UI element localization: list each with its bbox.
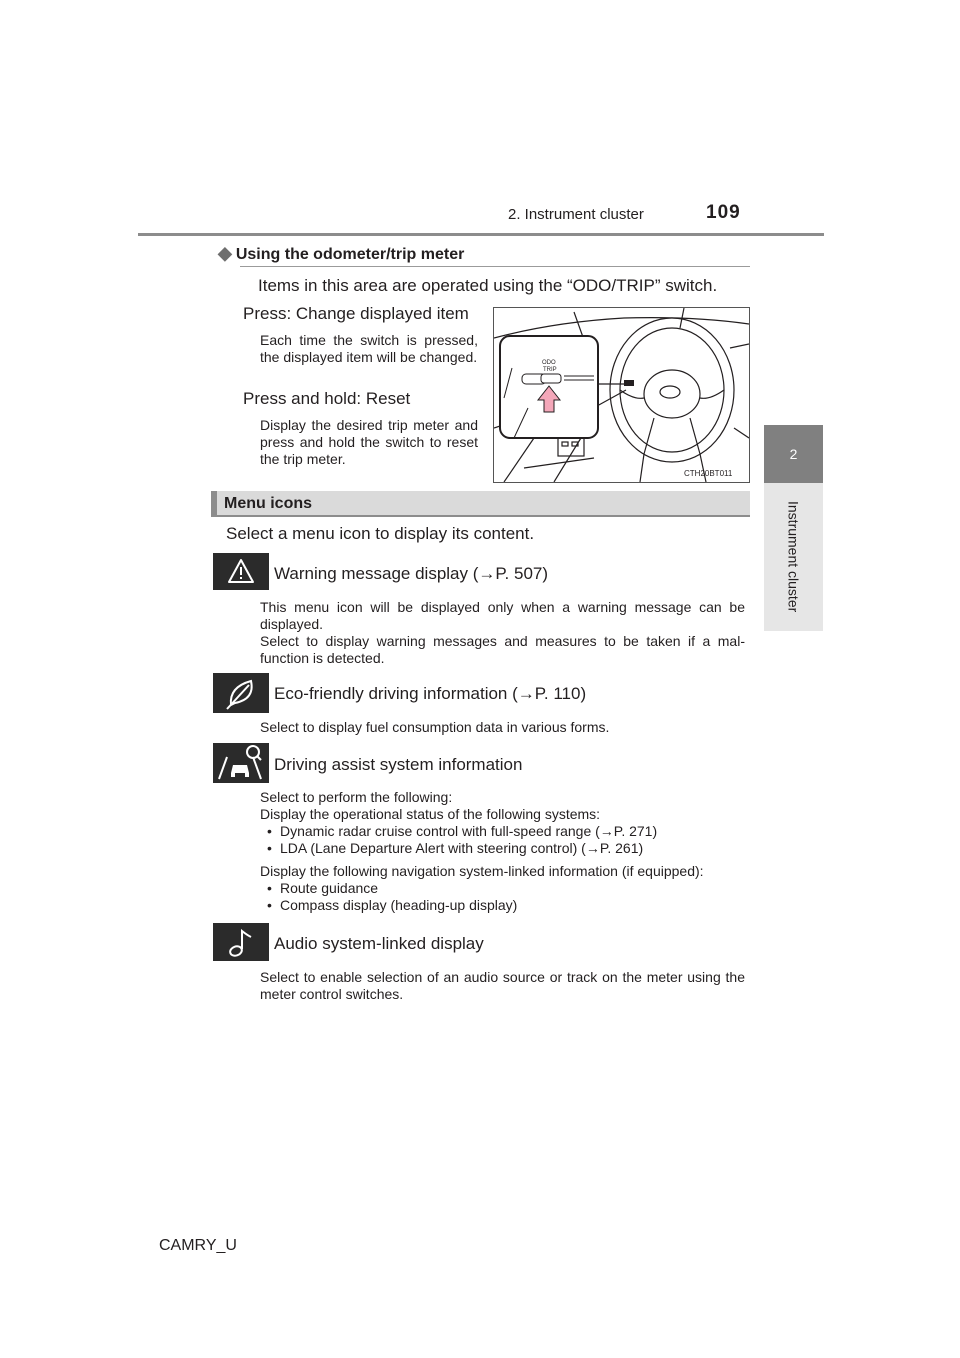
audio-item-title: Audio system-linked display [274, 934, 484, 953]
assist-item-desc-1: Select to perform the following: [260, 789, 453, 805]
press-heading: Press: Change displayed item [243, 304, 469, 323]
chapter-tab-number: 2 [789, 446, 798, 462]
press-text: Each time the switch is pressed, the displayed item will be changed. [260, 332, 478, 365]
hold-text: Display the desired trip meter and press and hold the switch to reset the trip meter. [260, 417, 478, 467]
hold-heading: Press and hold: Reset [243, 389, 411, 408]
eco-item-title: Eco-friendly driving information (→P. 110) [274, 684, 587, 703]
header-divider [138, 233, 824, 236]
music-note-icon [213, 923, 269, 961]
chapter-tab-label-wrap [764, 483, 823, 631]
header-section-title: 2. Instrument cluster [508, 206, 644, 223]
switch-label-trip: TRIP [543, 367, 557, 373]
list-item: • Dynamic radar cruise control with full-speed range (→P. 271) [260, 823, 745, 840]
warning-item-desc-1: This menu icon will be displayed only when a warning message can be displayed. [260, 599, 745, 632]
section-divider [240, 266, 750, 267]
assist-item-desc-2: Display the operational status of the following systems: [260, 806, 601, 822]
warning-item-desc-2: Select to display warning messages and measures to be taken if a mal- function is detected. [260, 633, 745, 666]
list-item: • Route guidance [260, 880, 745, 897]
illustration-code: CTH20BT011 [684, 469, 733, 478]
diamond-bullet-icon: ◆ [218, 243, 232, 263]
driving-assist-icon [213, 743, 269, 783]
switch-label-odo: ODO [542, 360, 556, 366]
list-item: • LDA (Lane Departure Alert with steering control) (→P. 261) [260, 840, 745, 857]
menu-icons-title: Menu icons [224, 495, 313, 512]
eco-item-desc: Select to display fuel consumption data in various forms. [260, 719, 610, 735]
footer-model-code: CAMRY_U [159, 1237, 237, 1254]
audio-item-desc: Select to enable selection of an audio source or track on the meter using the meter control switches. [260, 969, 745, 1002]
odometer-title-text: Using the odometer/trip meter [235, 246, 465, 263]
odo-trip-switch-illustration [493, 307, 750, 483]
warning-item-title: Warning message display (→P. 507) [274, 564, 549, 583]
page-number: 109 [706, 202, 741, 223]
odometer-section-title [218, 243, 464, 264]
navigation-info-list [260, 880, 745, 914]
eco-leaf-icon [213, 673, 269, 713]
assist-item-desc-3: Display the following navigation system-linked information (if equipped): [260, 863, 704, 879]
menu-icons-intro: Select a menu icon to display its content. [226, 524, 535, 543]
chapter-tab-label: Instrument cluster [785, 501, 802, 613]
assist-item-title: Driving assist system information [274, 755, 523, 774]
odometer-intro: Items in this area are operated using the “ODO/TRIP” switch. [258, 276, 718, 295]
steering-wheel-drawing [494, 308, 749, 482]
list-item: • Compass display (heading-up display) [260, 897, 745, 914]
warning-triangle-icon [213, 553, 269, 590]
assist-systems-list [260, 823, 745, 857]
